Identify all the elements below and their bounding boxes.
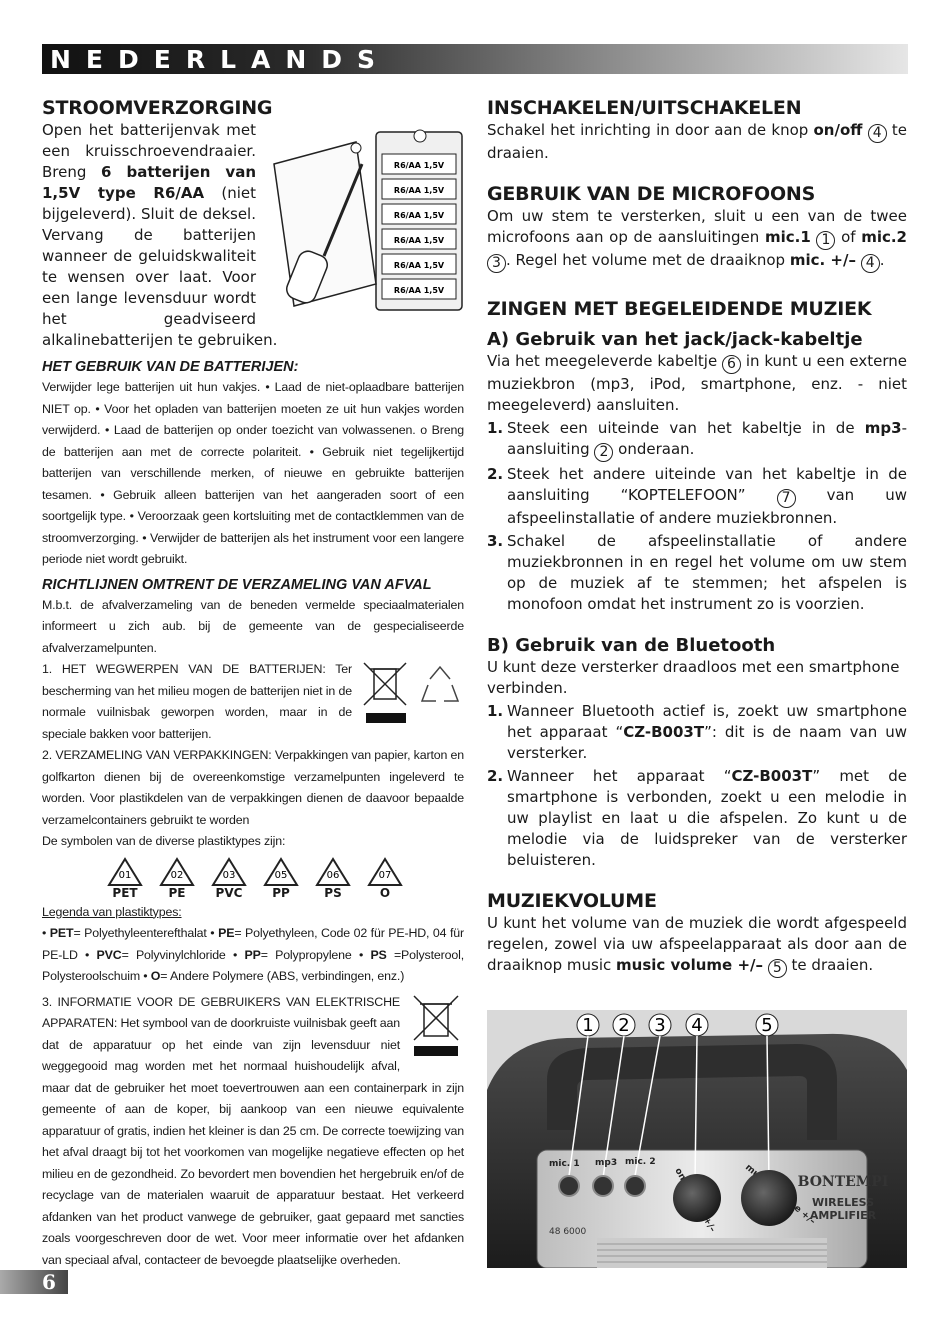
battery-label: R6/AA 1,5V (393, 161, 445, 170)
callout-number: 7 (777, 489, 796, 508)
battery-label: R6/AA 1,5V (393, 261, 445, 270)
svg-text:07: 07 (378, 869, 392, 881)
afval-item1 (42, 659, 464, 745)
jack-intro: Via het meegeleverde kabeltje 6 in kunt u een externe muziekbron (mp3, iPod, smartphone, enz. - niet meegeleverd) aansluiten. (487, 352, 907, 414)
svg-text:03: 03 (222, 869, 236, 881)
callout-number: 4 (861, 254, 880, 273)
plastic-label: O (379, 885, 391, 900)
plastic-label: PET (112, 885, 138, 900)
stroom-text (42, 120, 464, 351)
stroom-text-a: Open het batterijenvak met een kruisschroevendraaier. Breng (42, 121, 256, 181)
stroom-text-b: 6 batterijen van 1,5V type R6/AA (42, 163, 256, 202)
left-column (42, 96, 464, 1271)
callout-number: 3 (487, 254, 506, 273)
list-item: 1. Wanneer Bluetooth actief is, zoekt uw smartphone het apparaat “CZ-B003T”: dit is de naam van uw versterker. (487, 702, 907, 762)
model-line1: WIRELESS (811, 1196, 875, 1209)
jack-steps (487, 418, 907, 615)
callout-number: 5 (768, 959, 787, 978)
plastic-label: PE (168, 885, 186, 900)
callout-number: 6 (722, 355, 741, 374)
recycle-icons (360, 659, 464, 735)
list-item: 3. Schakel de afspeelinstallatie of andere muziekbronnen in en regel het volume om uw stem op de muziek af te stemmen; het afspelen is monofoon omdat het instrument zo is voorzien. (487, 532, 907, 613)
brand-logo: BONTEMPI (797, 1174, 889, 1190)
callout-number: 4 (691, 1015, 703, 1036)
afval-item3 (42, 992, 464, 1272)
zingen-title: ZINGEN MET BEGELEIDENDE MUZIEK (487, 298, 872, 320)
battery-label: R6/AA 1,5V (393, 186, 445, 195)
recycle-triangle-icon (315, 857, 351, 887)
microfoons-text: Om uw stem te versterken, sluit u een van de twee microfoons aan op de aansluitingen mic.1 1 of mic.2 3 . Regel het volume met de draaiknop mic. +/– 4 . (487, 207, 907, 271)
plastic-symbol (206, 857, 252, 900)
plastic-symbols (102, 857, 464, 900)
plastic-symbol (102, 857, 148, 900)
language-banner (42, 44, 908, 74)
recycle-triangle-icon (159, 857, 195, 887)
callout-number: 2 (618, 1015, 630, 1036)
afval-title: RICHTLIJNEN OMTRENT DE VERZAMELING VAN AFVAL (42, 576, 432, 593)
list-item: 2. Steek het andere uiteinde van het kabeltje in de aansluiting “KOPTELEFOON” 7 van uw afspeelinstallatie of andere muziekbronnen. (487, 465, 907, 527)
callout-number: 4 (868, 124, 887, 143)
svg-text:05: 05 (274, 869, 288, 881)
recycle-triangle-icon (263, 857, 299, 887)
right-column (487, 96, 907, 978)
inschakelen-text: Schakel het inrichting in door aan de knop on/off 4 te draaien. (487, 121, 907, 162)
battery-label: R6/AA 1,5V (393, 211, 445, 220)
inschakelen-title: INSCHAKELEN/UITSCHAKELEN (487, 97, 802, 119)
afval-item1-text: 1. HET WEGWERPEN VAN DE BATTERIJEN: Ter bescherming van het milieu mogen de batterijen niet in de normale vuilnisbak geworpen worden, maar in de speciale bakken voor batterijen. (42, 662, 352, 741)
weee-icon-wrapper (408, 992, 464, 1066)
bluetooth-title: B) Gebruik van de Bluetooth (487, 635, 776, 656)
list-item: 2. Wanneer het apparaat “CZ-B003T” met de smartphone is verbonden, zoekt u een melodie in uw playlist en laat u die afspelen. Zo kunt u de melodie via de luidspreker van de versterker beluisteren. (487, 767, 907, 869)
plastic-symbol (258, 857, 304, 900)
recycle-triangle-icon (367, 857, 403, 887)
mp3-jack (593, 1176, 613, 1196)
list-item: 1. Steek een uiteinde van het kabeltje in de mp3-aansluiting 2 onderaan. (487, 419, 907, 460)
language-banner-text: NEDERLANDS (50, 45, 391, 74)
jack-title: A) Gebruik van het jack/jack-kabeltje (487, 329, 863, 350)
callout-number: 3 (654, 1015, 666, 1036)
music-volume-knob (741, 1170, 797, 1226)
crossed-bin-recycle-icon (360, 659, 464, 727)
bluetooth-steps (487, 701, 907, 871)
crossed-bin-icon (408, 992, 464, 1058)
mic-volume-knob (673, 1174, 721, 1222)
page-number-tab (0, 1270, 68, 1294)
afval-symbols-intro: De symbolen van de diverse plastiktypes zijn: (42, 834, 286, 848)
callout-number: 5 (761, 1015, 773, 1036)
recycle-triangle-icon (107, 857, 143, 887)
plastic-symbol (362, 857, 408, 900)
battery-label: R6/AA 1,5V (393, 286, 445, 295)
recycle-triangle-icon (211, 857, 247, 887)
battery-compartment-illustration (264, 124, 464, 312)
model-number: 48 6000 (549, 1227, 587, 1237)
plastic-label: PS (324, 885, 342, 900)
legend-text: • PET= Polyethyleenterefthalat • PE= Polyethyleen, Code 02 für PE-HD, 04 für PE-LD • PVC= Polyvinylchloride • PP= Polypropylene • PS =Polysterool, Polysteroolschuim • O= Andere Polymere (ABS, verbindingen, enz.) (42, 926, 465, 983)
afval-item2: 2. VERZAMELING VAN VERPAKKINGEN: Verpakkingen van papier, karton en golfkarton dienen bij de overeenkomstige verzamelpunten ingeleverd te worden. Voor plastikdelen van de verpakkingen dienen de daavoor bepaalde verzamelcontainers gebruikt te worden (42, 748, 464, 827)
stroom-title: STROOMVERZORGING (42, 97, 273, 119)
muziekvolume-text: U kunt het volume van de muziek die wordt afgespeeld regelen, zowel via uw afspeelapparaat als door aan de draaiknop music music volume +/– 5 te draaien. (487, 914, 907, 976)
microfoons-title: GEBRUIK VAN DE MICROFOONS (487, 183, 816, 205)
muziekvolume-title: MUZIEKVOLUME (487, 890, 657, 912)
bluetooth-intro: U kunt deze versterker draadloos met een smartphone verbinden. (487, 658, 900, 697)
svg-text:06: 06 (326, 869, 340, 881)
plastic-symbol (310, 857, 356, 900)
battery-label: R6/AA 1,5V (393, 236, 445, 245)
batterijen-title: HET GEBRUIK VAN DE BATTERIJEN: (42, 359, 299, 375)
plastic-label: PVC (215, 885, 243, 900)
callout-number: 1 (582, 1015, 594, 1036)
amplifier-photo (487, 1010, 907, 1268)
model-line2: AMPLIFIER (809, 1209, 877, 1222)
mic1-jack (559, 1176, 579, 1196)
callout-number: 2 (594, 443, 613, 462)
afval-item3-text: 3. INFORMATIE VOOR DE GEBRUIKERS VAN ELEKTRISCHE APPARATEN: Het symbool van de doorkruiste vuilnisbak geeft aan dat de apparatuur op het einde van zijn levensduur niet weggegooid mag worden met het normaal huishoudelijk afval, maar dat de gebruiker het moet toevertrouwen aan een containerpark in zijn gemeente of aan de koper, bij aankoop van een nieuwe equivalente apparatuur of gratis, indien het kleiner is dan 25 cm. De correcte toewijzing van het afval draagt bij tot het voorkomen van mogelijke negatieve effecten op het milieu en de gezondheid. Zo bevordert men bovendien het hergebruik en/of de recyclage van de materialen waaruit de apparatuur bestaat. Het verkeerd afdanken van het product vanwege de gebruiker, gaat gepaard met sancties zoals voorgeschreven door de wet. Voor meer informatie over het afdanken van speciaal afval, contacteer de bevoegde plaatselijke overheden. (42, 994, 464, 1267)
knob-label: +/– (798, 1209, 818, 1227)
plastic-label: PP (272, 885, 290, 900)
batterijen-text: Verwijder lege batterijen uit hun vakjes. • Laad de niet-oplaadbare batterijen NIET op. • Voor het opladen van batterijen moeten ze uit hun vakjes worden verwijderd. • Laad de batterijen op onder toezicht van volwassenen. o Breng de batterijen aan met de correcte polariteit. • Gebruik niet tegelijkertijd batterijen van verschillende merken, of nieuwe en gebruikte batterijen tesamen. • Gebruik alleen batterijen van het aangeraden soort of een soortgelijk type. • Veroorzaak geen kortsluiting met de contactklemmen van de stroomverzorging. • Verwijder de batterijen als het instrument voor een langere periode niet wordt gebruikt. (42, 380, 464, 566)
jack-label: mp3 (595, 1158, 618, 1168)
jack-label: mic. 2 (625, 1157, 656, 1167)
svg-text:01: 01 (118, 869, 132, 881)
legend-title: Legenda van plastiktypes: (42, 904, 182, 919)
plastic-symbol (154, 857, 200, 900)
page-number: 6 (42, 1270, 56, 1294)
callout-number: 1 (816, 231, 835, 250)
afval-intro: M.b.t. de afvalverzameling van de beneden vermelde speciaalmaterialen informeert u zich aub. bij de gemeente van de gespecialiseerde afvalverzamelpunten. (42, 597, 464, 655)
stroom-text-c: (niet bijgeleverd). Sluit de deksel. Vervang de batterijen wanneer de geluidskwaliteit te wensen over laat. Voor een lange levensduur wordt het geadviseerd alkalinebatterijen te gebruiken. (42, 184, 278, 349)
jack-label: mic. 1 (549, 1159, 580, 1169)
mic2-jack (625, 1176, 645, 1196)
svg-text:02: 02 (170, 869, 184, 881)
